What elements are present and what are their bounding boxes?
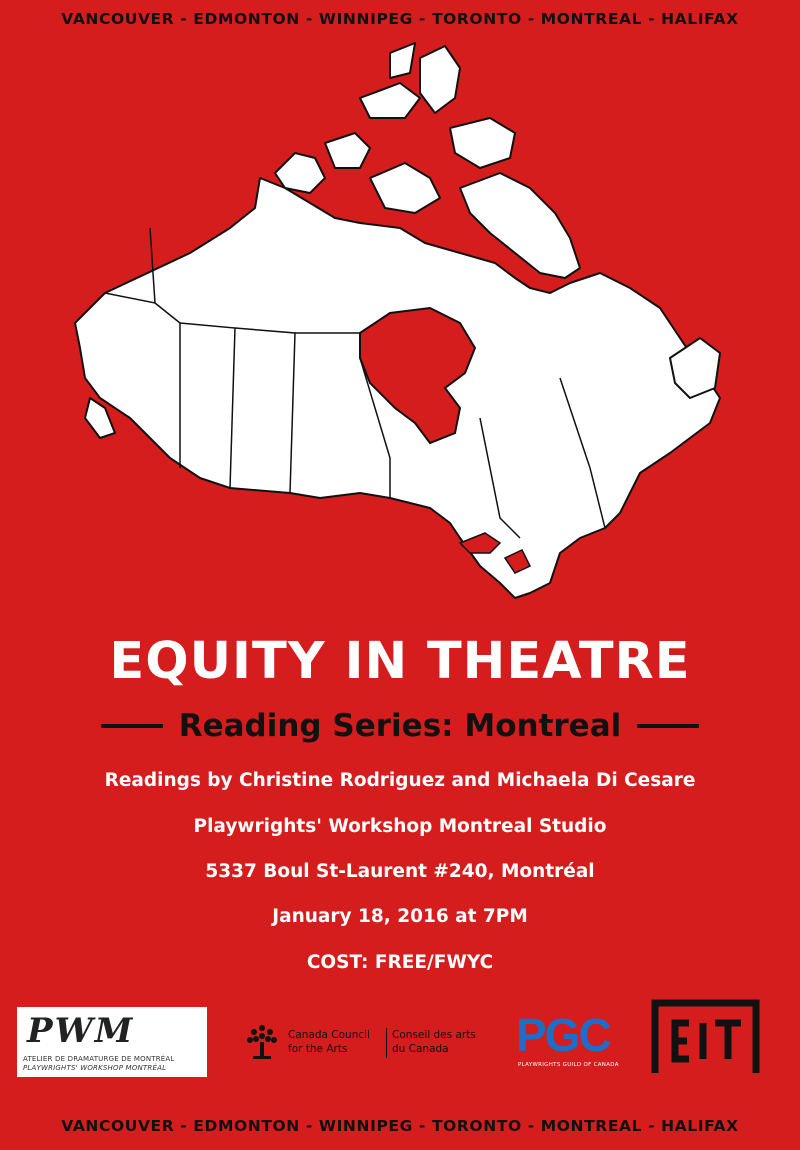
venue-line: Playwrights' Workshop Montreal Studio [193,816,607,837]
pwm-logo-french: ATELIER DE DRAMATURGE DE MONTRÉAL [23,1055,175,1063]
canada-council-english: Canada Council for the Arts [288,1029,370,1055]
eit-logo-mark: EIT [651,999,653,1000]
ellesmere [390,43,415,78]
pgc-logo-mark: PGC [516,1009,610,1061]
subtitle-row [0,706,800,746]
cities-banner-bottom: VANCOUVER - EDMONTON - WINNIPEG - TORONTO - MONTREAL - HALIFAX [61,1117,739,1135]
pgc-logo [516,1009,626,1072]
subtitle-rule-right [637,724,699,728]
canada-council-divider [386,1028,387,1058]
eit-logo [651,999,760,1077]
canada-map [60,38,750,613]
canada-council-icon [244,1022,280,1062]
pwm-logo [17,1007,207,1077]
arctic-island-4 [360,83,420,118]
event-subtitle: Reading Series: Montreal [178,708,622,744]
event-title: EQUITY IN THEATRE [109,632,691,691]
pwm-logo-mark: PWM [27,1011,135,1051]
canada-council-french: Conseil des arts du Canada [392,1029,476,1055]
datetime-line: January 18, 2016 at 7PM [272,906,528,927]
subtitle-rule-left [101,724,163,728]
address-line: 5337 Boul St-Laurent #240, Montréal [205,861,595,882]
cities-banner-top: VANCOUVER - EDMONTON - WINNIPEG - TORONTO - MONTREAL - HALIFAX [61,10,739,28]
pgc-logo-tagline: PLAYWRIGHTS GUILD OF CANADA [518,1062,619,1068]
arctic-island-5 [420,46,460,113]
cost-line: COST: FREE/FWYC [306,952,494,973]
readers-line: Readings by Christine Rodriguez and Michaela Di Cesare [104,770,696,791]
pwm-logo-english: PLAYWRIGHTS' WORKSHOP MONTRÉAL [23,1064,167,1072]
canada-council-logo [244,1020,494,1066]
arctic-island-6 [450,118,515,168]
arctic-island-3 [370,163,440,213]
arctic-island-2 [325,133,370,168]
